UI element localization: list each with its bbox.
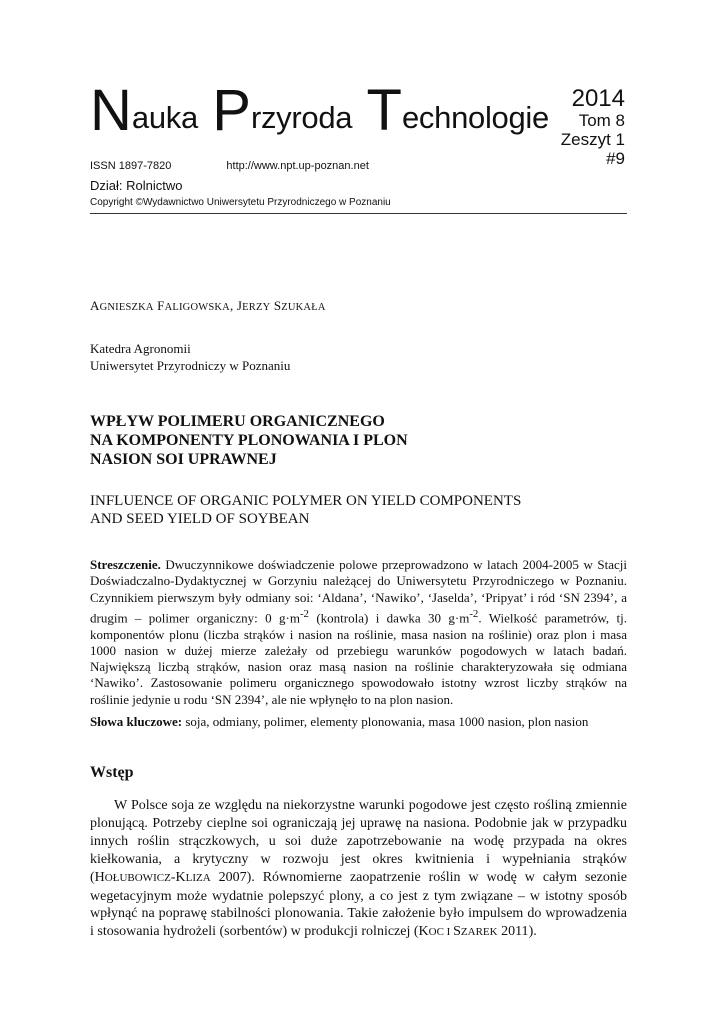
- author-1: AGNIESZKA FALIGOWSKA,: [90, 298, 237, 313]
- title-polish: WPŁYW POLIMERU ORGANICZNEGO NA KOMPONENTY PLONOWANIA I PLON NASION SOI UPRAWNEJ: [90, 413, 408, 468]
- issue-year: 2014: [571, 85, 625, 112]
- issue-volume: Tom 8: [578, 111, 625, 131]
- issue-info: [561, 86, 625, 168]
- abstract-label: Streszczenie.: [90, 557, 161, 572]
- issn: ISSN 1897-7820: [90, 160, 172, 172]
- meta-line: [90, 160, 369, 172]
- section-heading-intro: Wstęp: [90, 764, 134, 781]
- keywords: Słowa kluczowe: soja, odmiany, polimer, elementy plonowania, masa 1000 nasion, plon nasion: [90, 714, 589, 729]
- affiliation: [90, 340, 290, 374]
- issue-number: Zeszyt 1: [560, 130, 625, 150]
- affiliation-university: Uniwersytet Przyrodniczy w Poznaniu: [90, 358, 291, 373]
- journal-title-word-3: Technologie: [366, 78, 549, 143]
- keywords-label: Słowa kluczowe:: [90, 714, 183, 729]
- author-2: JERZY SZUKAŁA: [236, 298, 326, 313]
- journal-title: [90, 78, 555, 143]
- journal-title-word-2: Przyroda: [212, 78, 353, 143]
- citation-2: KOC I SZAREK 2011: [418, 924, 529, 940]
- section-label: Dział: Rolnictwo: [90, 178, 183, 193]
- article-number: #9: [606, 148, 625, 168]
- abstract: Streszczenie. Dwuczynnikowe doświadczenie polowe przeprowadzono w latach 2004-2005 w Stacji Doświadczalno-Dydaktycznej w Gorzyniu należącej do Uniwersytetu Przyrodniczego w Poznaniu. Czynnikiem pierwszym były odmiany soi: ‘Aldana’, ‘Nawiko’, ‘Jaselda’, ‘Pripyat’ i ród ‘SN 2394’, a drugim – polimer organiczny: 0 $g\cdot m^{-2}$ (kontrola) i dawka 30 $g\cdot m^{-2}$. Wielkość parametrów, tj. komponentów plonu (liczba strąków i nasion na roślinie, masa nasion na roślinie) oraz plon i masa 1000 nasion w dużej mierze zależały od przebiegu warunków pogodowych w latach badań. Największą liczbą strąków, nasion oraz masą nasion na roślinie charakteryzowała się odmiana ‘Nawiko’. Zastosowanie polimeru organicznego spowodowało istotny wzrost liczby strąków na roślinie jedynie u rodu ‘SN 2394’, ale nie wpłynęło to na plon nasion.: [90, 557, 628, 707]
- authors: [90, 298, 326, 314]
- header-divider: [90, 213, 627, 214]
- affiliation-department: Katedra Agronomii: [90, 341, 191, 356]
- title-english: INFLUENCE OF ORGANIC POLYMER ON YIELD COMPONENTS AND SEED YIELD OF SOYBEAN: [90, 493, 522, 527]
- copyright: Copyright ©Wydawnictwo Uniwersytetu Przyrodniczego w Poznaniu: [90, 197, 391, 208]
- citation-1: HOŁUBOWICZ-KLIZA 2007: [94, 869, 247, 885]
- intro-paragraph: W Polsce soja ze względu na niekorzystne warunki pogodowe jest często rośliną zmiennie plonującą. Potrzeby cieplne soi ograniczają jej uprawę na nasiona. Podobnie jak w przypadku innych roślin strączkowych, u soi duże zapotrzebowanie na wodę przypada na okres kiełkowania, a krytyczny w rozwoju jest okres kwitnienia i wypełniania strąków (HOŁUBOWICZ-KLIZA 2007). Równomierne zaopatrzenie roślin w wodę w całym sezonie wegetacyjnym może wydatnie polepszyć plony, a co jest z tym związane – w istotny sposób wpłynąć na poprawę stabilności plonowania. Takie założenie było impulsem do wprowadzenia i stosowania hydrożeli (sorbentów) w produkcji rolniczej (KOC I SZAREK 2011).: [90, 798, 628, 940]
- journal-url[interactable]: http://www.npt.up-poznan.net: [226, 160, 369, 172]
- journal-title-word-1: Nauka: [90, 78, 198, 143]
